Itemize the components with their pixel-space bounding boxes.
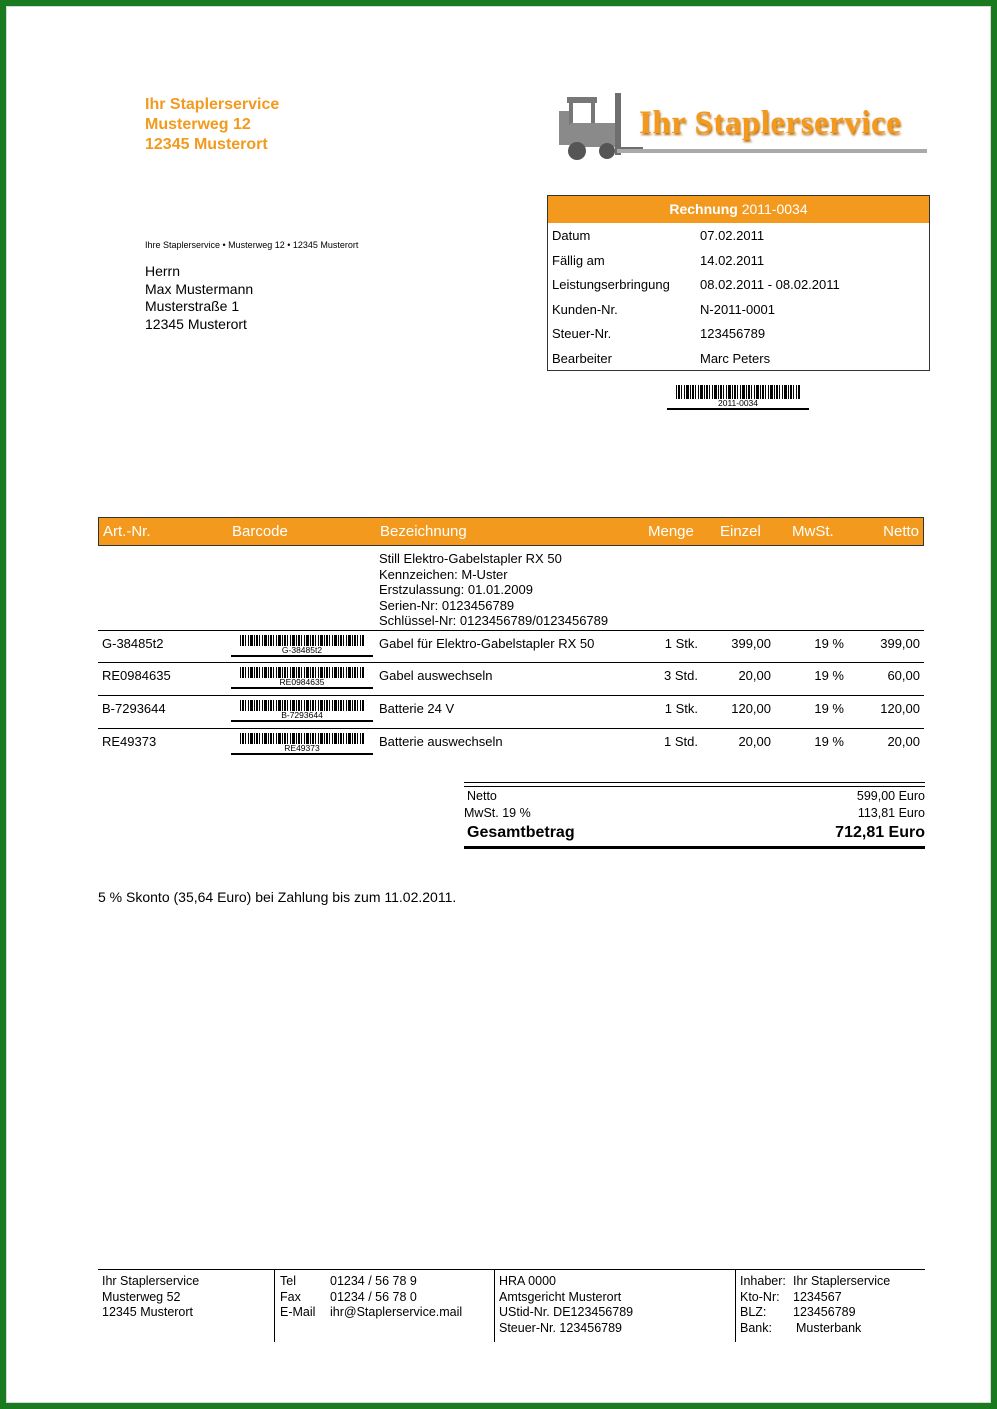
invoice-number: 2011-0034 [741, 201, 808, 217]
info-value: N-2011-0001 [700, 301, 775, 317]
bank-value: Musterbank [796, 1320, 862, 1335]
cell-description: Batterie 24 V [379, 701, 455, 716]
cell-barcode [231, 667, 373, 689]
col-header-unit: Einzel [720, 523, 761, 540]
footer-line: HRA 0000 [499, 1274, 556, 1288]
recipient-city: 12345 Musterort [145, 315, 247, 332]
footer-line: 12345 Musterort [102, 1305, 194, 1319]
info-value: 14.02.2011 [700, 252, 765, 268]
cell-vat: 19 % [814, 636, 844, 651]
vat-label: MwSt. 19 % [464, 806, 531, 820]
cell-quantity: 1 Stk. [664, 701, 698, 716]
contact-value: 01234 / 56 78 0 [330, 1289, 417, 1304]
bank-label: Bank: [740, 1320, 772, 1335]
bank-value: Ihr Staplerservice [793, 1274, 891, 1288]
desc-line: Still Elektro-Gabelstapler RX 50 [379, 551, 562, 566]
footer-line [280, 1305, 462, 1321]
col-header-vat: MwSt. [792, 523, 834, 540]
totals-net-row [464, 787, 925, 804]
recipient-address [145, 263, 253, 333]
footer-bank [735, 1270, 890, 1342]
cell-quantity: 3 Std. [664, 668, 698, 683]
col-header-description: Bezeichnung [380, 523, 467, 540]
barcode-text: G-38485t2 [281, 645, 323, 655]
cell-art: RE49373 [102, 734, 157, 749]
footer-line [740, 1305, 890, 1321]
table-row [98, 696, 924, 729]
barcode-text: RE49373 [284, 743, 320, 753]
recipient-name: Max Mustermann [145, 280, 254, 297]
col-header-art: Art.-Nr. [103, 523, 151, 540]
cell-vat: 19 % [814, 668, 844, 683]
info-row-clerk [548, 346, 929, 371]
footer-line: Ihr Staplerservice [102, 1274, 200, 1288]
cell-art: RE0984635 [102, 668, 171, 683]
info-value: 07.02.2011 [700, 228, 765, 243]
contact-label: E-Mail [280, 1305, 316, 1319]
info-row-customer-no [548, 297, 929, 322]
cell-net: 20,00 [887, 734, 920, 749]
invoice-title: Rechnung [669, 201, 738, 217]
barcode-underline [231, 655, 373, 657]
page-footer [98, 1269, 925, 1342]
footer-line: Musterweg 52 [102, 1289, 181, 1304]
info-row-date [548, 223, 929, 248]
table-row [98, 729, 924, 761]
company-logo [555, 89, 927, 169]
totals-grand-row [464, 821, 925, 843]
cell-net: 60,00 [887, 668, 920, 683]
invoice-header [548, 196, 929, 223]
desc-line: Serien-Nr: 0123456789 [379, 597, 515, 613]
cell-unit: 120,00 [731, 701, 771, 716]
info-label: Fällig am [552, 252, 605, 268]
cell-net: 120,00 [880, 701, 920, 716]
forklift-icon [555, 89, 645, 169]
items-table [98, 517, 924, 761]
footer-contact [274, 1270, 462, 1342]
cell-unit: 399,00 [731, 636, 771, 651]
col-header-net: Netto [883, 523, 919, 540]
cell-net: 399,00 [880, 636, 920, 651]
info-row-tax-no [548, 321, 929, 346]
sender-street: Musterweg 12 [145, 116, 251, 133]
invoice-page [6, 6, 991, 1403]
info-label: Steuer-Nr. [552, 326, 612, 341]
sender-city: 12345 Musterort [145, 136, 268, 153]
barcode-underline [231, 720, 373, 722]
footer-line: Steuer-Nr. 123456789 [499, 1320, 623, 1335]
totals-bottom-rule [464, 846, 925, 849]
table-row-description [98, 546, 924, 631]
bank-value: 123456789 [793, 1305, 856, 1319]
barcode-bars [676, 385, 800, 399]
barcode-text: 2011-0034 [717, 398, 759, 408]
col-header-barcode: Barcode [232, 523, 288, 540]
barcode-underline [231, 687, 373, 689]
bank-value: 1234567 [793, 1289, 842, 1304]
table-header [98, 517, 924, 546]
cell-barcode [231, 700, 373, 722]
footer-line [280, 1274, 462, 1290]
cell-barcode [231, 733, 373, 755]
desc-line: Erstzulassung: 01.01.2009 [379, 582, 533, 597]
info-value: 123456789 [700, 326, 766, 341]
info-row-service-period [548, 272, 929, 297]
barcode-underline [231, 753, 373, 755]
cell-barcode [231, 635, 373, 657]
info-value: 08.02.2011 - 08.02.2011 [700, 277, 840, 292]
recipient-street: Musterstraße 1 [145, 298, 240, 314]
desc-line: Kennzeichen: M-Uster [379, 566, 508, 582]
table-row [98, 631, 924, 663]
info-label: Leistungserbringung [552, 277, 670, 292]
info-label: Kunden-Nr. [552, 301, 618, 317]
net-label: Netto [467, 789, 497, 803]
cell-quantity: 1 Stk. [664, 636, 698, 651]
footer-line [740, 1290, 890, 1306]
info-value: Marc Peters [700, 350, 771, 366]
contact-value: ihr@Staplerservice.mail [330, 1305, 463, 1319]
footer-company [102, 1274, 199, 1346]
invoice-barcode [667, 385, 809, 410]
return-address-line: Ihre Staplerservice • Musterweg 12 • 12345 Musterort [145, 240, 359, 250]
cell-art: G-38485t2 [102, 636, 164, 651]
cell-vat: 19 % [814, 701, 844, 716]
contact-value: 01234 / 56 78 9 [330, 1274, 417, 1288]
footer-registry [494, 1270, 633, 1342]
invoice-info-box [547, 195, 930, 371]
recipient-salutation: Herrn [145, 263, 181, 279]
desc-line: Schlüssel-Nr: 0123456789/0123456789 [379, 613, 609, 628]
cell-quantity: 1 Std. [664, 734, 698, 749]
contact-label: Tel [280, 1274, 296, 1288]
contact-label: Fax [280, 1289, 301, 1304]
cell-description: Gabel auswechseln [379, 668, 493, 683]
net-value: 599,00 Euro [856, 789, 925, 803]
barcode-underline [667, 408, 809, 410]
grand-total-label: Gesamtbetrag [467, 824, 575, 841]
col-header-quantity: Menge [648, 523, 694, 540]
barcode-text: B-7293644 [281, 710, 323, 720]
footer-line [280, 1290, 462, 1306]
bank-label: Inhaber: [740, 1274, 786, 1288]
cell-art: B-7293644 [102, 701, 166, 716]
cell-description: Batterie auswechseln [379, 734, 503, 749]
footer-line [740, 1321, 890, 1337]
cell-unit: 20,00 [738, 734, 771, 749]
info-label: Datum [552, 228, 591, 243]
vat-value: 113,81 Euro [857, 806, 925, 820]
sender-name: Ihr Staplerservice [145, 96, 280, 113]
totals-block [464, 782, 925, 849]
cell-vat: 19 % [814, 734, 844, 749]
bank-label: Kto-Nr: [740, 1289, 780, 1304]
table-row [98, 663, 924, 696]
cell-description: Gabel für Elektro-Gabelstapler RX 50 [379, 636, 595, 651]
bank-label: BLZ: [740, 1305, 767, 1319]
info-label: Bearbeiter [552, 350, 612, 366]
cell-unit: 20,00 [738, 668, 771, 683]
grand-total-value: 712,81 Euro [835, 824, 925, 841]
sender-address [145, 95, 279, 155]
logo-underline [617, 149, 927, 153]
footer-line [740, 1274, 890, 1290]
info-row-due [548, 248, 929, 273]
totals-vat-row [464, 804, 925, 821]
barcode-text: RE0984635 [279, 677, 325, 687]
discount-note: 5 % Skonto (35,64 Euro) bei Zahlung bis zum 11.02.2011. [98, 889, 457, 905]
logo-text: Ihr Staplerservice [639, 105, 902, 141]
footer-line: UStid-Nr. DE123456789 [499, 1305, 634, 1319]
footer-line: Amtsgericht Musterort [499, 1289, 622, 1304]
